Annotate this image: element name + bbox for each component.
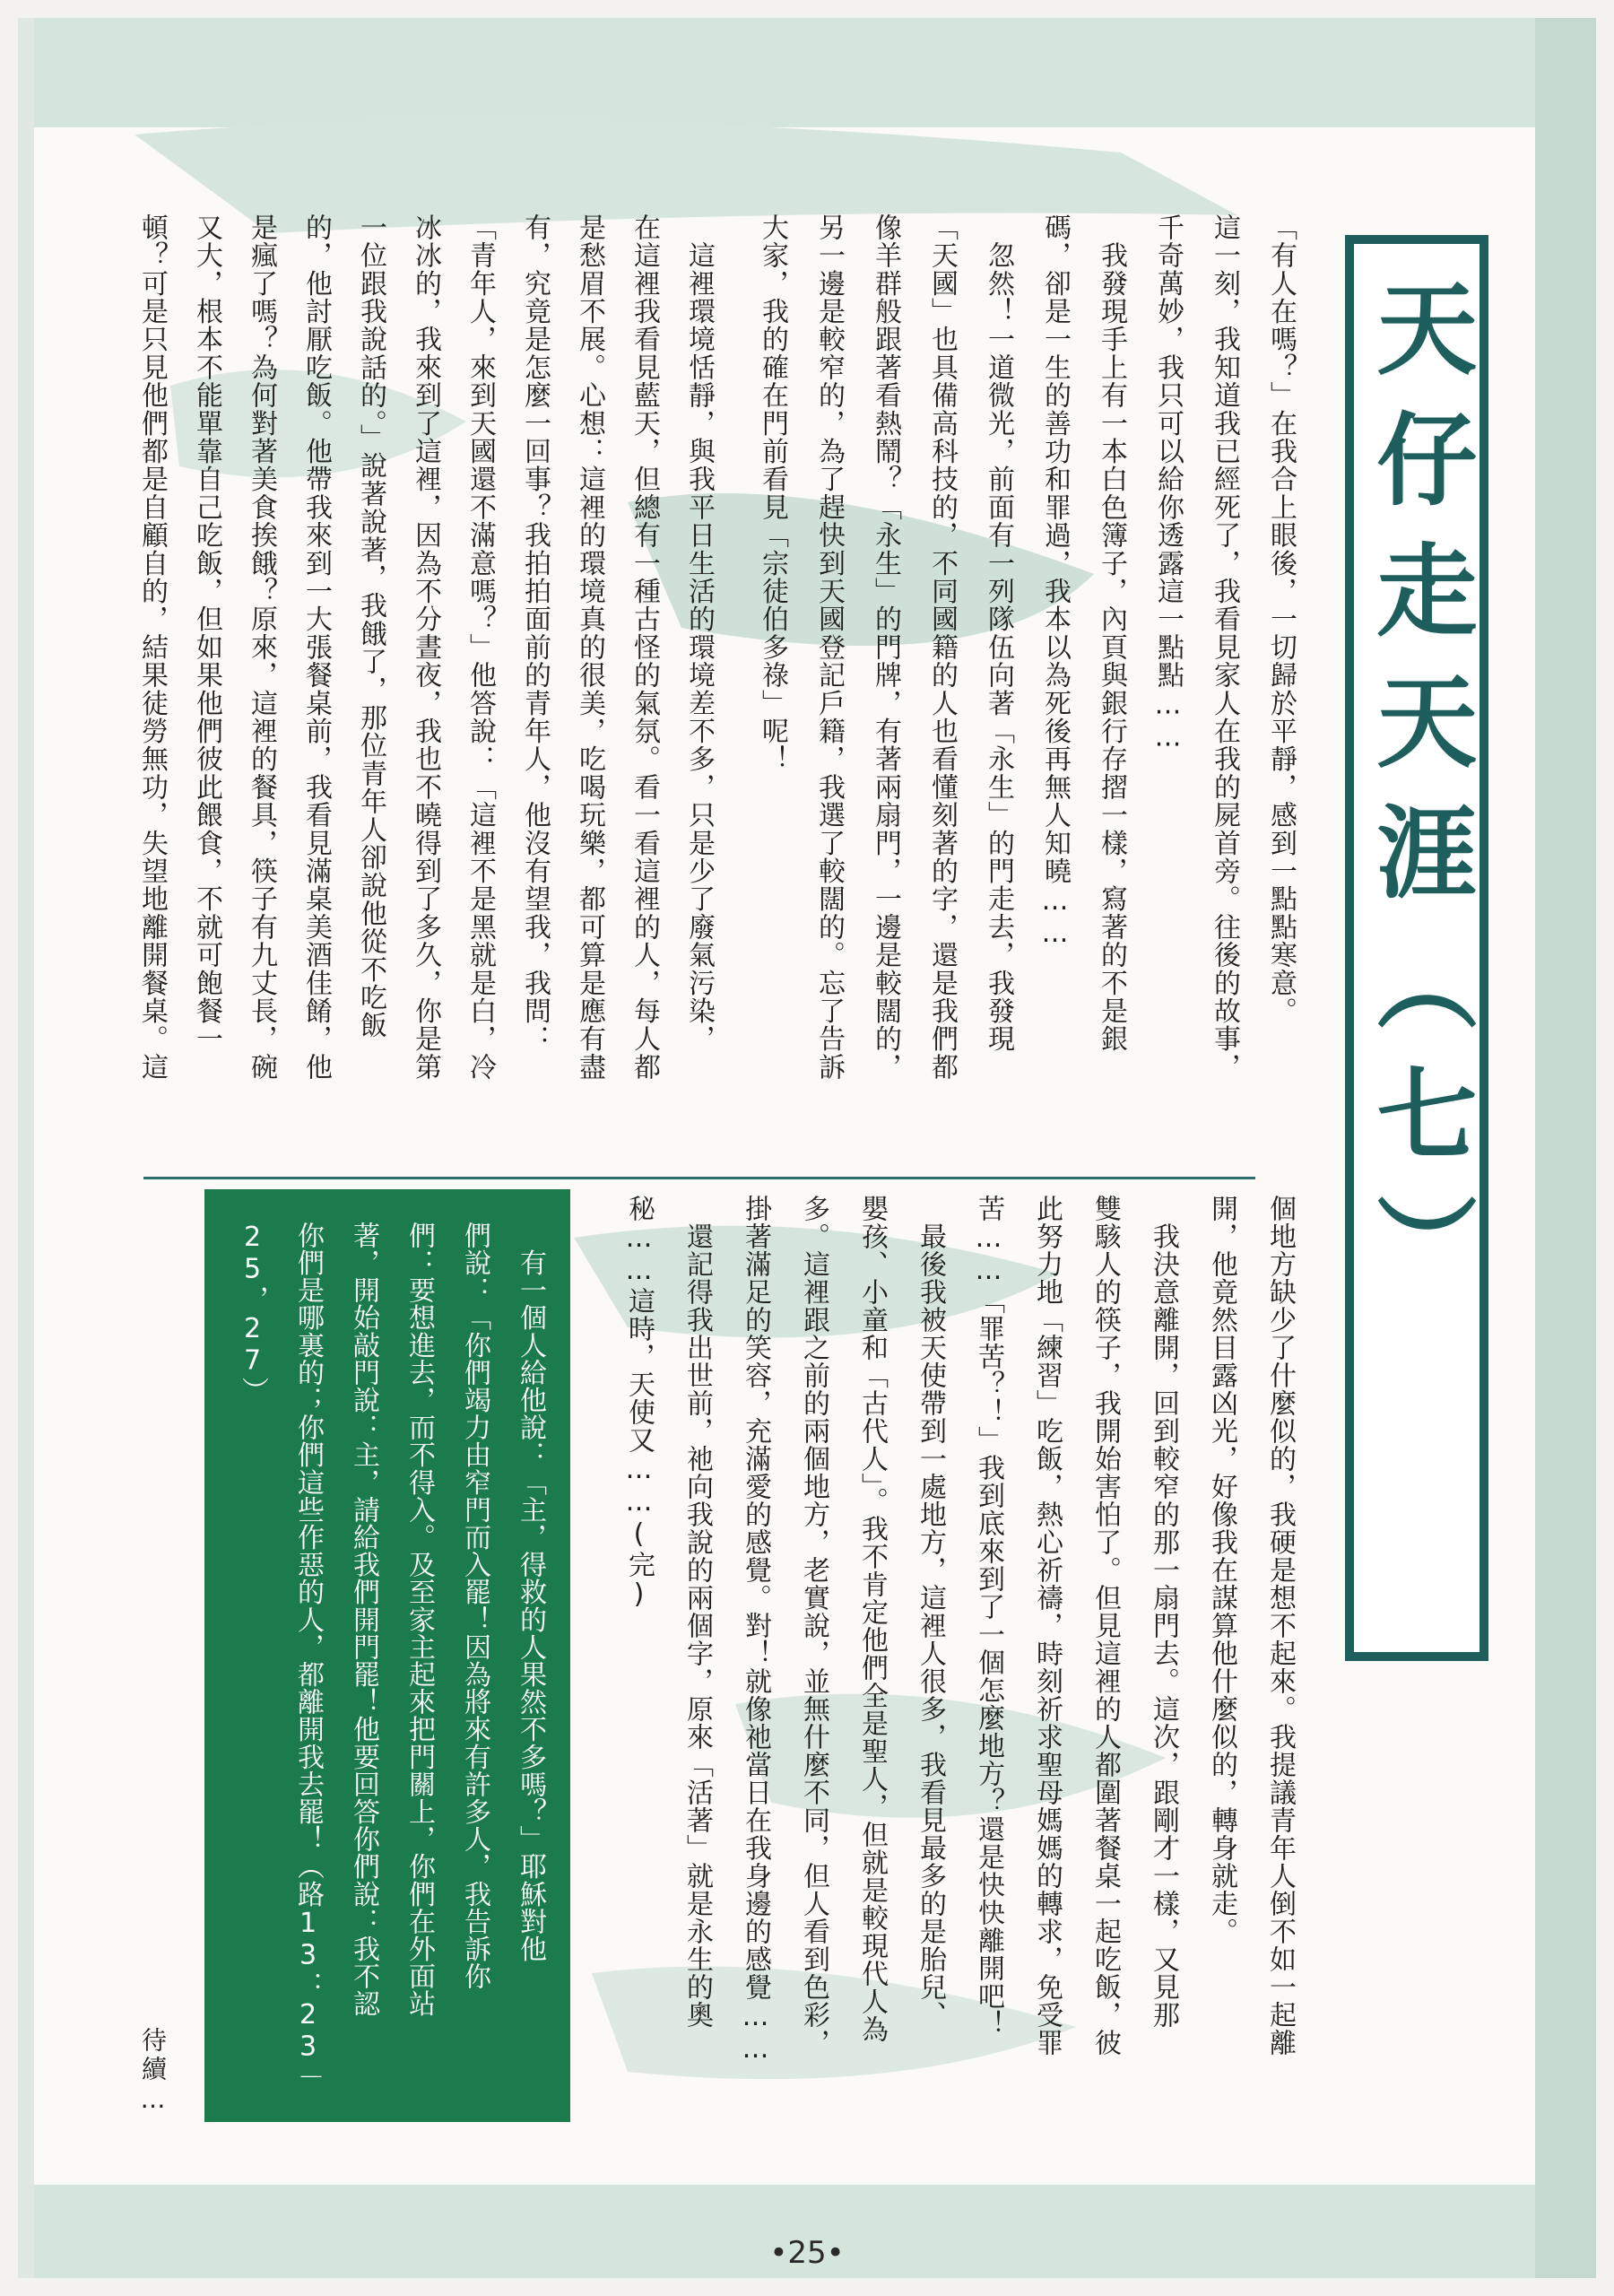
paragraph-line: 個地方缺少了什麼似的，我硬是想不起來。我提議青年人倒不如一起離 — [1264, 1195, 1296, 2057]
paragraph-line: 冰冰的，我來到了這裡，因為不分晝夜，我也不曉得到了多久，你是第 — [410, 213, 441, 1082]
paragraph-line: 大家，我的確在門前看見「宗徒伯多祿」呢！ — [757, 213, 788, 773]
scripture-line: 著，開始敲門說：主，請給我們開門罷！他要回答你們說：我不認 — [348, 1222, 379, 2018]
scripture-text — [226, 1222, 558, 2100]
section-divider — [143, 1177, 1255, 1179]
scripture-line: 你們是哪裏的；你們這些作惡的人，都離開我去罷！（路13：23－ — [292, 1222, 324, 2091]
paragraph-line: 頓？可是只見他們都是自顧自的，結果徒勞無功，失望地離開餐桌。這 — [136, 213, 168, 1082]
paragraph-line: 碼，卻是一生的善功和罪過，我本以為死後再無人知曉…… — [1039, 213, 1071, 951]
paragraph-line: 此努力地「練習」吃飯，熱心祈禱，時刻祈求聖母媽媽的轉求，免受罪 — [1031, 1195, 1063, 2057]
page-number: •25• — [769, 2235, 845, 2271]
scripture-line: 25，27） — [237, 1222, 268, 1405]
scripture-line: 有一個人給他說：「主，得救的人果然不多嗎？」耶穌對他 — [515, 1222, 546, 1963]
to-be-continued: 待續… — [138, 2027, 168, 2118]
top-band — [18, 18, 1596, 127]
paragraph-line: 我發現手上有一本白色簿子，內頁與銀行存摺一樣，寫著的不是銀 — [1096, 213, 1127, 1053]
paragraph-line: 還記得我出世前，祂向我說的兩個字，原來「活著」就是永生的奧 — [681, 1195, 713, 2029]
paragraph-line: 是愁眉不展。心想：這裡的環境真的很美，吃喝玩樂，都可算是應有盡 — [574, 213, 605, 1082]
article-title: 天仔走天涯（七） — [1360, 276, 1477, 1324]
paragraph-line: 苦……「罪苦？！」我到底來到了一個怎麼地方？還是快快離開吧！ — [973, 1195, 1004, 2038]
article-upper-right-block — [744, 213, 1309, 1155]
paragraph-line: 「有人在嗎？」在我合上眼後，一切歸於平靜，感到一點點寒意。 — [1265, 213, 1297, 1025]
paragraph-line: 開，他竟然目露凶光，好像我在謀算他什麼似的，轉身就走。 — [1206, 1195, 1237, 1945]
paragraph-line: 「天國」也具備高科技的，不同國籍的人也看懂刻著的字，還是我們都 — [926, 213, 958, 1082]
paragraph-line: 這一刻，我知道我已經死了，我看見家人在我的屍首旁。往後的故事， — [1209, 213, 1240, 1082]
paragraph-line: 我決意離開，回到較窄的那一扇門去。這次，跟剛才一樣，又見那 — [1148, 1195, 1179, 2029]
scripture-line: 們說：「你們竭力由窄門而入罷！因為將來有許多人，我告訴你 — [459, 1222, 490, 1990]
paragraph-line: 的，他討厭吃飯。他帶我來到一大張餐桌前，我看見滿桌美酒佳餚，他 — [300, 213, 332, 1082]
paragraph-line: 像羊群般跟著看熱鬧？「永生」的門牌，有著兩扇門，一邊是較闊的， — [870, 213, 901, 1082]
paragraph-line: 忽然！一道微光，前面有一列隊伍向著「永生」的門走去，我發現 — [983, 213, 1014, 1053]
article-lower-block — [592, 1195, 1309, 2127]
paragraph-line: 這裡環境恬靜，與我平日生活的環境差不多，只是少了廢氣污染， — [683, 213, 715, 1053]
paragraph-line: 雙駭人的筷子，我開始害怕了。但見這裡的人都圍著餐桌一起吃飯，彼 — [1089, 1195, 1121, 2057]
paragraph-line: 一位跟我說話的。」說著說著，我餓了，那位青年人卻說他從不吃飯 — [355, 213, 386, 1039]
scripture-box — [204, 1189, 570, 2122]
paragraph-line: 是瘋了嗎？為何對著美食挨餓？原來，這裡的餐具，筷子有九丈長，碗 — [246, 213, 277, 1082]
paragraph-line: 掛著滿足的笑容，充滿愛的感覺。對！就像祂當日在我身邊的感覺…… — [740, 1195, 771, 2066]
paragraph-line: 另一邊是較窄的，為了趕快到天國登記戶籍，我選了較闊的。忘了告訴 — [813, 213, 845, 1082]
paragraph-line: 千奇萬妙，我只可以給你透露這一點點…… — [1152, 213, 1184, 754]
left-margin-band — [18, 18, 34, 2278]
title-frame — [1345, 235, 1488, 1661]
paragraph-line: 又大，根本不能單靠自己吃飯，但如果他們彼此餵食，不就可飽餐一 — [191, 213, 222, 1053]
article-upper-left-block — [117, 213, 726, 1155]
paragraph-line: 有，究竟是怎麼一回事？我拍拍面前的青年人，他沒有望我，我問： — [519, 213, 551, 1053]
scripture-line: 們：要想進去，而不得入。及至家主起來把門關上，你們在外面站 — [404, 1222, 435, 2018]
paragraph-line: 最後我被天使帶到一處地方，這裡人很多，我看見最多的是胎兒、 — [915, 1195, 946, 2029]
paragraph-line: 秘……這時，天使又……(完) — [623, 1195, 655, 1611]
paragraph-line: 嬰孩、小童和「古代人」。我不肯定他們全是聖人，但就是較現代人為 — [856, 1195, 888, 2043]
paragraph-line: 在這裡我看見藍天，但總有一種古怪的氣氛。看一看這裡的人，每人都 — [629, 213, 660, 1082]
right-fold — [1535, 18, 1596, 2278]
paragraph-line: 「青年人，來到天國還不滿意嗎？」他答說：「這裡不是黑就是白，冷 — [464, 213, 496, 1082]
paragraph-line: 多。這裡跟之前的兩個地方，老實說，並無什麼不同，但人看到色彩， — [798, 1195, 829, 2057]
